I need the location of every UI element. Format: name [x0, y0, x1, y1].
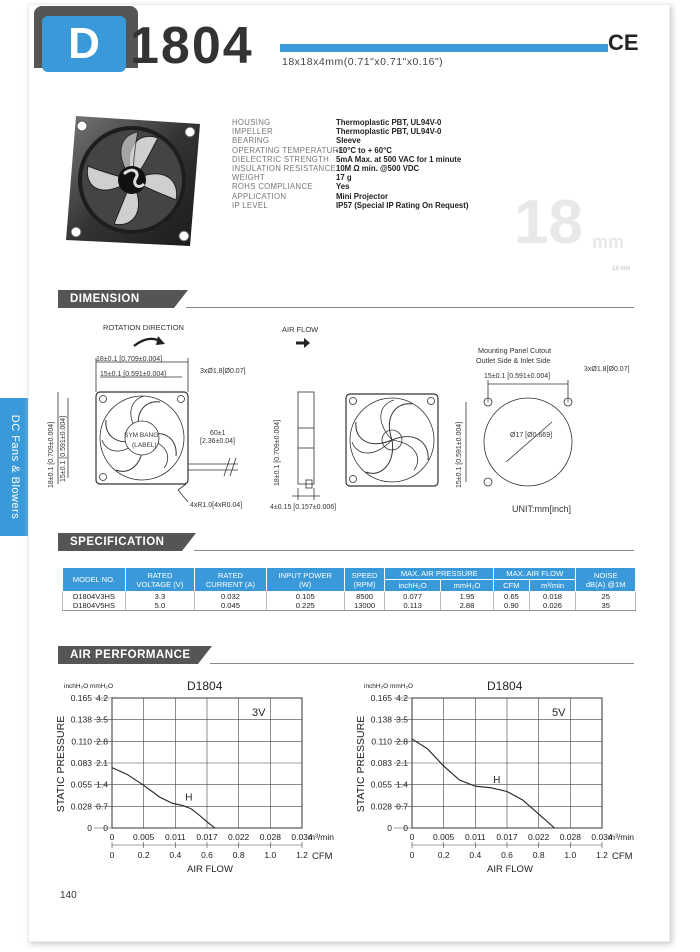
y-axis-title: STATIC PRESSURE: [55, 715, 67, 813]
x-tick-m3: 0.034: [591, 832, 613, 842]
x-unit-cfm: CFM: [312, 851, 333, 862]
table-cell: 2.88: [440, 601, 493, 611]
curve-label: H: [185, 792, 193, 804]
mount-width-15: 15±0.1 [0.591±0.004]: [484, 373, 551, 380]
section-dimension: DIMENSION: [58, 290, 174, 308]
x-tick-cfm: 0.4: [469, 850, 482, 860]
table-cell: 0.113: [385, 601, 440, 611]
x-tick-m3: 0.011: [465, 832, 486, 842]
y-tick-inch: 0.138: [370, 714, 392, 725]
x-tick-cfm: 0.6: [501, 850, 513, 860]
y-tick-inch: 0.055: [70, 779, 92, 790]
x-tick-m3: 0.022: [228, 832, 250, 842]
side-category-label: DC Fans & Blowers: [9, 414, 21, 520]
property-label: IP LEVEL: [232, 200, 269, 210]
property-label: IMPELLER: [232, 127, 273, 137]
x-tick-cfm: 0.8: [532, 850, 545, 860]
section-divider: [210, 663, 634, 664]
y-tick-inch: 0.055: [370, 779, 392, 790]
x-tick-cfm: 1.2: [296, 850, 308, 860]
x-unit-cfm: CFM: [612, 851, 633, 862]
col-noise: NOISE dB(A) @1M: [576, 568, 636, 592]
x-tick-cfm: 1.2: [596, 850, 608, 860]
mount-title-2: Outlet Side & Inlet Side: [476, 356, 551, 365]
x-tick-m3: 0.022: [528, 832, 550, 842]
col-air-flow: MAX. AIR FLOW: [494, 568, 576, 580]
y-unit-mm: mmH₂O: [90, 683, 114, 690]
col-model: MODEL NO.: [63, 568, 126, 592]
property-label: ROHS COMPLIANCE: [232, 182, 313, 192]
x-tick-m3: 0: [409, 832, 415, 842]
x-tick-m3: 0.034: [291, 832, 313, 842]
table-cell: 0.018: [529, 592, 576, 602]
x-tick-cfm: 0.4: [169, 850, 182, 860]
x-tick-m3: 0.011: [165, 832, 186, 842]
property-value: 5mA Max. at 500 VAC for 1 minute: [336, 154, 462, 164]
property-value: IP57 (Special IP Rating On Request): [336, 200, 469, 210]
y-tick-inch: 0.028: [70, 801, 92, 812]
model-dimensions: 18x18x4mm(0.71"x0.71"x0.16"): [282, 56, 444, 68]
table-cell: 0.105: [266, 592, 344, 602]
table-cell: 0.225: [266, 601, 344, 611]
table-cell: 0.032: [194, 592, 266, 602]
col-air-pressure: MAX. AIR PRESSURE: [385, 568, 494, 580]
table-cell: 0.65: [494, 592, 530, 602]
x-axis-title: AIR FLOW: [187, 864, 233, 875]
y-tick-inch: 0.083: [370, 758, 392, 768]
property-value: Mini Projector: [336, 191, 388, 201]
property-label: INSULATION RESISTANCE: [232, 164, 336, 173]
mount-hole: 3xØ1.8[Ø0.07]: [584, 366, 630, 373]
y-unit-inch: inchH₂O: [364, 683, 389, 690]
table-cell: D1804V3HS: [63, 592, 126, 602]
x-tick-m3: 0.005: [433, 832, 455, 842]
col-input-power: INPUT POWER (W): [266, 568, 344, 592]
property-value: Thermoplastic PBT, UL94V-0: [336, 118, 442, 127]
col-pressure-inch: inchH₂O: [385, 580, 440, 592]
x-tick-m3: 0.017: [496, 832, 518, 842]
model-number: 1804: [130, 17, 254, 75]
table-cell: D1804V5HS: [63, 601, 126, 611]
table-row: [63, 592, 636, 602]
table-cell: 3.3: [125, 592, 194, 602]
y-unit-inch: inchH₂O: [64, 683, 89, 690]
property-label: BEARING: [232, 136, 270, 146]
x-tick-m3: 0.005: [133, 832, 155, 842]
col-speed: SPEED (RPM): [344, 568, 385, 592]
property-value: 10M Ω min. @500 VDC: [336, 164, 420, 173]
col-rated-current: RATED CURRENT (A): [194, 568, 266, 592]
section-specification: SPECIFICATION: [58, 533, 182, 551]
air-flow-arrow-icon: [296, 338, 310, 348]
table-row: [63, 601, 636, 611]
dim-hole: 3xØ1.8[Ø0.07]: [200, 368, 246, 375]
dim-width-15: 15±0.1 [0.591±0.004]: [100, 371, 167, 378]
col-rated-voltage: RATED VOLTAGE (V): [125, 568, 194, 592]
x-tick-cfm: 0: [109, 850, 115, 860]
property-label: HOUSING: [232, 118, 271, 127]
y-tick-inch: 0: [87, 823, 92, 833]
table-cell: 0.045: [194, 601, 266, 611]
x-unit-m3: m³/min: [608, 832, 634, 842]
chart-title: D1804: [487, 679, 523, 693]
air-flow-label: AIR FLOW: [282, 325, 319, 334]
voltage-label: 3V: [252, 707, 266, 719]
mount-diameter: Ø17 [Ø0.669]: [510, 432, 553, 439]
table-cell: 1.95: [440, 592, 493, 602]
voltage-label: 5V: [552, 707, 566, 719]
air-performance-chart-3v: [52, 676, 342, 876]
dim-height-15: 15±0.1 [0.591±0.004]: [60, 415, 67, 482]
property-value: -10°C to + 60°C: [336, 145, 392, 155]
x-tick-cfm: 0.8: [232, 850, 245, 860]
page-number: 140: [60, 890, 77, 901]
y-axis-title: STATIC PRESSURE: [355, 715, 367, 813]
mount-height-15: 15±0.1 [0.591±0.004]: [456, 421, 463, 488]
dim-radius: 4xR1.0[4xR0.04]: [190, 502, 243, 509]
x-unit-m3: m³/min: [308, 832, 334, 842]
header-accent-bar: [280, 44, 608, 52]
x-tick-m3: 0.028: [559, 832, 581, 842]
x-tick-cfm: 0.2: [437, 850, 450, 860]
y-tick-inch: 0.110: [71, 736, 92, 747]
property-label: OPERATING TEMPERATURE: [232, 145, 345, 155]
property-label: APPLICATION: [232, 191, 287, 201]
dim-lead-length: 60±1: [210, 430, 226, 437]
model-letter: D: [42, 16, 126, 72]
dim-depth: 4±0.15 [0.157±0.006]: [270, 504, 337, 511]
y-tick-inch: 0.138: [70, 714, 92, 725]
fan-photo: [62, 112, 204, 250]
property-value: Yes: [336, 182, 350, 192]
spec-table: [62, 567, 636, 611]
y-tick-mm: 0.7: [96, 801, 108, 812]
back-view-drawing: [344, 392, 440, 488]
section-divider: [186, 307, 634, 308]
y-tick-inch: 0.165: [370, 693, 392, 703]
dim-width-18: 18±0.1 [0.709±0.004]: [96, 356, 163, 363]
table-cell: 0.90: [494, 601, 530, 611]
x-tick-cfm: 1.0: [264, 850, 277, 860]
x-tick-cfm: 0: [409, 850, 415, 860]
y-tick-inch: 0: [387, 823, 392, 833]
table-cell: 5.0: [125, 601, 194, 611]
ce-mark: CE: [608, 30, 639, 55]
curve-label: H: [493, 774, 501, 786]
y-tick-mm: 3.5: [96, 714, 108, 725]
property-label: WEIGHT: [232, 173, 265, 183]
chart-title: D1804: [187, 679, 223, 693]
y-tick-mm: 2.1: [96, 758, 108, 768]
x-axis-title: AIR FLOW: [487, 864, 533, 875]
x-tick-cfm: 0.6: [201, 850, 213, 860]
y-tick-mm: 1.4: [396, 779, 408, 790]
x-tick-cfm: 1.0: [564, 850, 577, 860]
property-value: Sleeve: [336, 136, 361, 146]
dim-height-18: 18±0.1 [0.709±0.004]: [48, 421, 55, 488]
y-tick-mm: 1.4: [96, 779, 108, 790]
y-tick-inch: 0.165: [70, 693, 92, 703]
side-category-tab: [0, 398, 30, 536]
front-view-drawing: [48, 352, 288, 520]
y-tick-mm: 4.2: [96, 693, 108, 703]
dim-lead-length-inch: [2.36±0.04]: [200, 438, 235, 445]
y-tick-mm: 0: [403, 823, 408, 833]
side-height-18: 18±0.1 [0.709±0.004]: [274, 419, 281, 486]
table-cell: 0.077: [385, 592, 440, 602]
air-performance-chart-5v: [352, 676, 642, 876]
x-tick-m3: 0.028: [259, 832, 281, 842]
table-cell: 0.026: [529, 601, 576, 611]
y-tick-mm: 0: [103, 823, 108, 833]
section-air-performance: AIR PERFORMANCE: [58, 646, 198, 664]
y-tick-mm: 2.1: [396, 758, 408, 768]
col-flow-cfm: CFM: [494, 580, 530, 592]
label-text-2: (LABEL): [132, 442, 157, 449]
property-value: 17 g: [336, 173, 352, 183]
property-label: DIELECTRIC STRENGTH: [232, 154, 330, 164]
col-pressure-mm: mmH₂O: [440, 580, 493, 592]
y-tick-mm: 2.8: [396, 736, 408, 747]
y-tick-mm: 3.5: [396, 714, 408, 725]
y-tick-inch: 0.028: [370, 801, 392, 812]
table-cell: 8500: [344, 592, 385, 602]
y-tick-mm: 0.7: [396, 801, 408, 812]
size-badge-number: 18: [514, 188, 583, 257]
size-badge-small: 18 mm: [612, 266, 631, 272]
property-value: Thermoplastic PBT, UL94V-0: [336, 127, 442, 137]
y-unit-mm: mmH₂O: [390, 683, 414, 690]
x-tick-cfm: 0.2: [137, 850, 150, 860]
section-divider: [194, 550, 634, 551]
size-badge-unit: mm: [592, 232, 625, 252]
y-tick-inch: 0.110: [371, 736, 392, 747]
table-cell: 25: [576, 592, 636, 602]
col-flow-m3: m³/min: [529, 580, 576, 592]
rotation-direction-label: ROTATION DIRECTION: [103, 323, 184, 332]
x-tick-m3: 0: [109, 832, 115, 842]
y-tick-inch: 0.083: [70, 758, 92, 768]
y-tick-mm: 2.8: [96, 736, 108, 747]
y-tick-mm: 4.2: [396, 693, 408, 703]
unit-label: UNIT:mm[inch]: [512, 504, 572, 514]
table-cell: 13000: [344, 601, 385, 611]
table-cell: 35: [576, 601, 636, 611]
label-text-1: SYM BANG: [124, 432, 159, 439]
rotation-arrow-icon: [132, 334, 166, 348]
mount-title-1: Mounting Panel Cutout: [478, 346, 552, 355]
x-tick-m3: 0.017: [196, 832, 218, 842]
